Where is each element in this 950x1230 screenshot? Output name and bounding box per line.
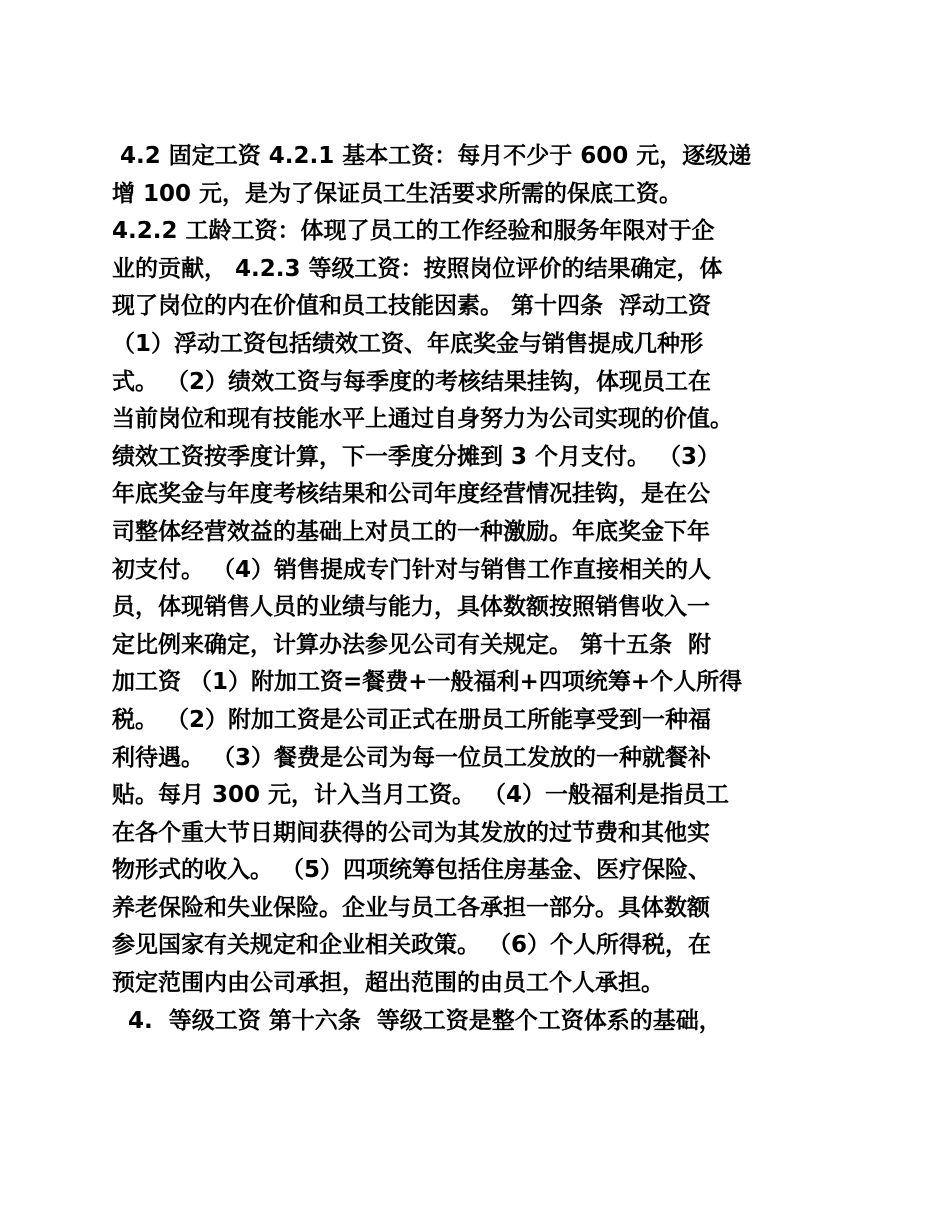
text-line: 式。 （2）绩效工资与每季度的考核结果挂钩，体现员工在: [112, 368, 712, 395]
text-line: 4. 等级工资 第十六条 等级工资是整个工资体系的基础，: [112, 1007, 722, 1034]
text-line: 4.2.2 工龄工资：体现了员工的工作经验和服务年限对于企: [112, 218, 715, 245]
text-line: 业的贡献， 4.2.3 等级工资：按照岗位评价的结果确定，体: [112, 255, 723, 282]
text-line: 参见国家有关规定和企业相关政策。 （6）个人所得税，在: [112, 932, 712, 959]
text-line: 养老保险和失业保险。企业与员工各承担一部分。具体数额: [112, 894, 710, 921]
text-line: 现了岗位的内在价值和员工技能因素。 第十四条 浮动工资: [112, 293, 712, 320]
text-line: 物形式的收入。 （5）四项统筹包括住房基金、医疗保险、: [112, 857, 712, 884]
text-line: 绩效工资按季度计算，下一季度分摊到 3 个月支付。 （3）: [112, 443, 721, 470]
document-body: [112, 138, 852, 1040]
text-line: 预定范围内由公司承担，超出范围的由员工个人承担。: [112, 970, 664, 997]
text-line: 初支付。 （4）销售提成专门针对与销售工作直接相关的人: [112, 556, 712, 583]
text-line: 定比例来确定，计算办法参见公司有关规定。 第十五条 附: [112, 631, 712, 658]
text-line: 贴。每月 300 元，计入当月工资。 （4）一般福利是指员工: [112, 782, 730, 809]
text-line: 利待遇。 （3）餐费是公司为每一位员工发放的一种就餐补: [112, 744, 712, 771]
text-line: 加工资 （1）附加工资=餐费+一般福利+四项统筹+个人所得: [112, 669, 743, 696]
text-line: 年底奖金与年度考核结果和公司年度经营情况挂钩，是在公: [112, 481, 710, 508]
text-line: 4.2 固定工资 4.2.1 基本工资：每月不少于 600 元，逐级递: [112, 143, 752, 169]
text-line: 员，体现销售人员的业绩与能力，具体数额按照销售收入一: [112, 594, 710, 621]
text-line: 司整体经营效益的基础上对员工的一种激励。年底奖金下年: [112, 518, 710, 545]
text-line: 增 100 元，是为了保证员工生活要求所需的保底工资。: [112, 180, 683, 207]
text-line: （1）浮动工资包括绩效工资、年底奖金与销售提成几种形: [112, 330, 704, 357]
text-line: 当前岗位和现有技能水平上通过自身努力为公司实现的价值。: [112, 406, 733, 433]
text-line: 税。 （2）附加工资是公司正式在册员工所能享受到一种福: [112, 706, 712, 733]
text-line: 在各个重大节日期间获得的公司为其发放的过节费和其他实: [112, 819, 710, 846]
